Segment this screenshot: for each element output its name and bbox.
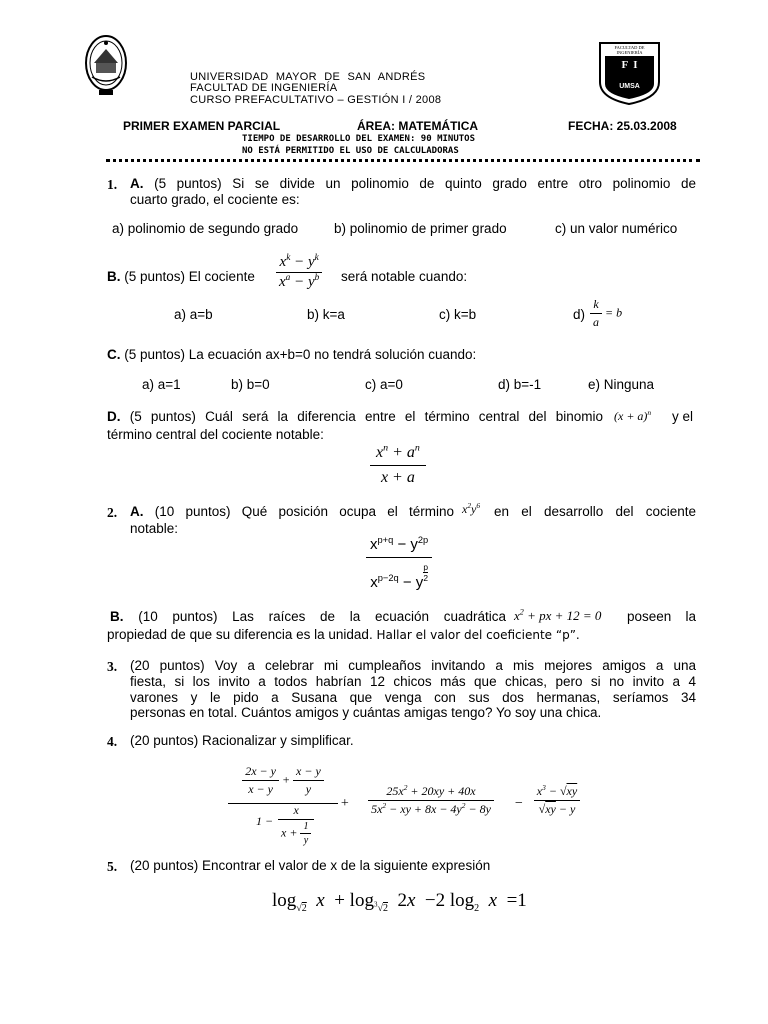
q3-number: 3. — [107, 659, 118, 674]
q1b-label: B. — [107, 269, 121, 284]
q2-number: 2. — [107, 505, 118, 520]
q1b-points: (5 puntos) El cociente — [124, 269, 255, 284]
q2a-tail1: en el desarrollo del cociente — [494, 504, 696, 519]
q2b-tail1: poseen la — [627, 609, 696, 624]
q5-text: (20 puntos) Encontrar el valor de x de la siguiente expresión — [130, 858, 491, 873]
q1d-fraction: $\frac{x^n + a^n}{x + a}$ — [370, 444, 426, 487]
faculty-name: FACULTAD DE INGENIERÍA — [190, 82, 338, 94]
q1b-fraction: $\frac{x^k - y^k}{x^a - y^b}$ — [276, 254, 322, 291]
q2b-text1: (10 puntos) Las raíces de la ecuación cuadrática — [138, 609, 506, 624]
exam-title: PRIMER EXAMEN PARCIAL — [123, 119, 281, 133]
q3-line4: personas en total. Cuántos amigos y cuántas amigas tengo? Yo soy una chica. — [130, 705, 602, 720]
q1a-label: A. — [130, 176, 144, 191]
q2b-equation: $x^2$ + px + 12 = 0 — [514, 607, 602, 623]
q1c-option-b: b) b=0 — [231, 377, 270, 392]
q1c-line — [107, 347, 476, 363]
q1d-line2: término central del cociente notable: — [107, 427, 324, 442]
q1c-option-c: c) a=0 — [365, 377, 403, 392]
q4-number: 4. — [107, 734, 118, 749]
q3-line2: fiesta, si los invito a todos habrían 12 chicos más que chicas, pero si no invito a 4 — [130, 674, 696, 689]
q1-number: 1. — [107, 177, 118, 192]
q2b-text2b: Hallar el valor del coeficiente “p”. — [376, 628, 580, 642]
q3-line1: (20 puntos) Voy a celebrar mi cumpleaños invitando a mis mejores amigos a una — [130, 658, 696, 673]
q1c-option-d: d) b=-1 — [498, 377, 542, 392]
q1c-option-e: e) Ninguna — [588, 377, 655, 392]
q2a-line2: notable: — [130, 521, 179, 536]
q2b-line2 — [107, 627, 580, 643]
q1a-points: (5 puntos) — [154, 176, 222, 191]
q2a-fraction: $x^{p+q} - y^{2p}$ $x^{p-2q} - y$ $^{\frac{p}{2}}$ — [366, 536, 432, 591]
university-name: UNIVERSIDAD MAYOR DE SAN ANDRÉS — [190, 71, 426, 83]
q2b-text2: propiedad de que su diferencia es la unidad. — [107, 627, 373, 642]
exam-date: FECHA: 25.03.2008 — [568, 119, 677, 133]
q2b-line1 — [110, 609, 506, 625]
shield-fi-text: F I — [621, 59, 638, 71]
q2a-line1 — [130, 504, 454, 520]
q1d-line1 — [107, 409, 603, 425]
shield-top-text: FACULTAD DE INGENIERÍA — [614, 45, 645, 55]
q1b-option-c: c) k=b — [439, 307, 477, 322]
q1b-option-d: d) — [573, 307, 586, 322]
q1d-tail1: y el — [672, 409, 694, 424]
q1b-line — [107, 269, 255, 285]
q1d-binomial: $(x + a)^n$ — [614, 408, 652, 423]
exam-time-note: TIEMPO DE DESARROLLO DEL EXAMEN: 90 MINUTOS — [242, 134, 475, 144]
q2a-text1: (10 puntos) Qué posición ocupa el término — [154, 504, 454, 519]
q1b-tail: será notable cuando: — [341, 269, 468, 284]
q1b-option-a: a) a=b — [174, 307, 213, 322]
q1c-label: C. — [107, 347, 121, 362]
exam-calculator-note: NO ESTÁ PERMITIDO EL USO DE CALCULADORAS — [242, 146, 459, 156]
q1a-line2: cuarto grado, el cociente es: — [130, 192, 300, 207]
university-seal — [84, 33, 128, 97]
q2a-term: $x^2y^6$ — [462, 501, 481, 516]
q1a-option-c: c) un valor numérico — [555, 221, 678, 236]
q5-equation: $\log_{√2} x + \log_{^3√2} 2x -2$ $\log_2 x =1$ — [272, 890, 527, 914]
q5-number: 5. — [107, 859, 118, 874]
seal-icon — [84, 33, 128, 97]
q1a-line1 — [130, 176, 696, 192]
shield-umsa-text: UMSA — [619, 83, 640, 90]
q4-expression: $\frac{2x - y}{x - y}$ + $\frac{x - y}{y}$ 1 − x x + $\frac{1}{y}$ + $\frac{25x^2 + 20xy + 40x}{5x^2 - xy + 8x - 4y^2 - 8y}$ − $\frac{x^3 - √xy}{√xy - y}$ — [226, 762, 596, 857]
q4-text: (20 puntos) Racionalizar y simplificar. — [130, 733, 354, 748]
q2b-label: B. — [110, 609, 124, 624]
q1b-option-b: b) k=a — [307, 307, 345, 322]
faculty-shield-logo — [597, 40, 662, 106]
q1b-option-d-formula: $\frac{k}{a}$ = b — [590, 297, 622, 330]
q1a-option-b: b) polinomio de primer grado — [334, 221, 507, 236]
q1c-text: (5 puntos) La ecuación ax+b=0 no tendrá solución cuando: — [124, 347, 477, 362]
q1c-option-a: a) a=1 — [142, 377, 181, 392]
course-name: CURSO PREFACULTATIVO – GESTIÓN I / 2008 — [190, 94, 442, 106]
q1a-text1: Si se divide un polinomio de quinto grado entre otro polinomio de — [232, 176, 696, 191]
q1d-text1: (5 puntos) Cuál será la diferencia entre el término central del binomio — [129, 409, 603, 424]
exam-area: ÁREA: MATEMÁTICA — [357, 119, 479, 133]
q2a-label: A. — [130, 504, 144, 519]
q3-line3: varones y le pido a Susana que venga con sus dos hermanas, seríamos 34 — [130, 690, 696, 705]
header-separator — [106, 159, 700, 162]
q1d-label: D. — [107, 409, 121, 424]
q1a-option-a: a) polinomio de segundo grado — [112, 221, 299, 236]
